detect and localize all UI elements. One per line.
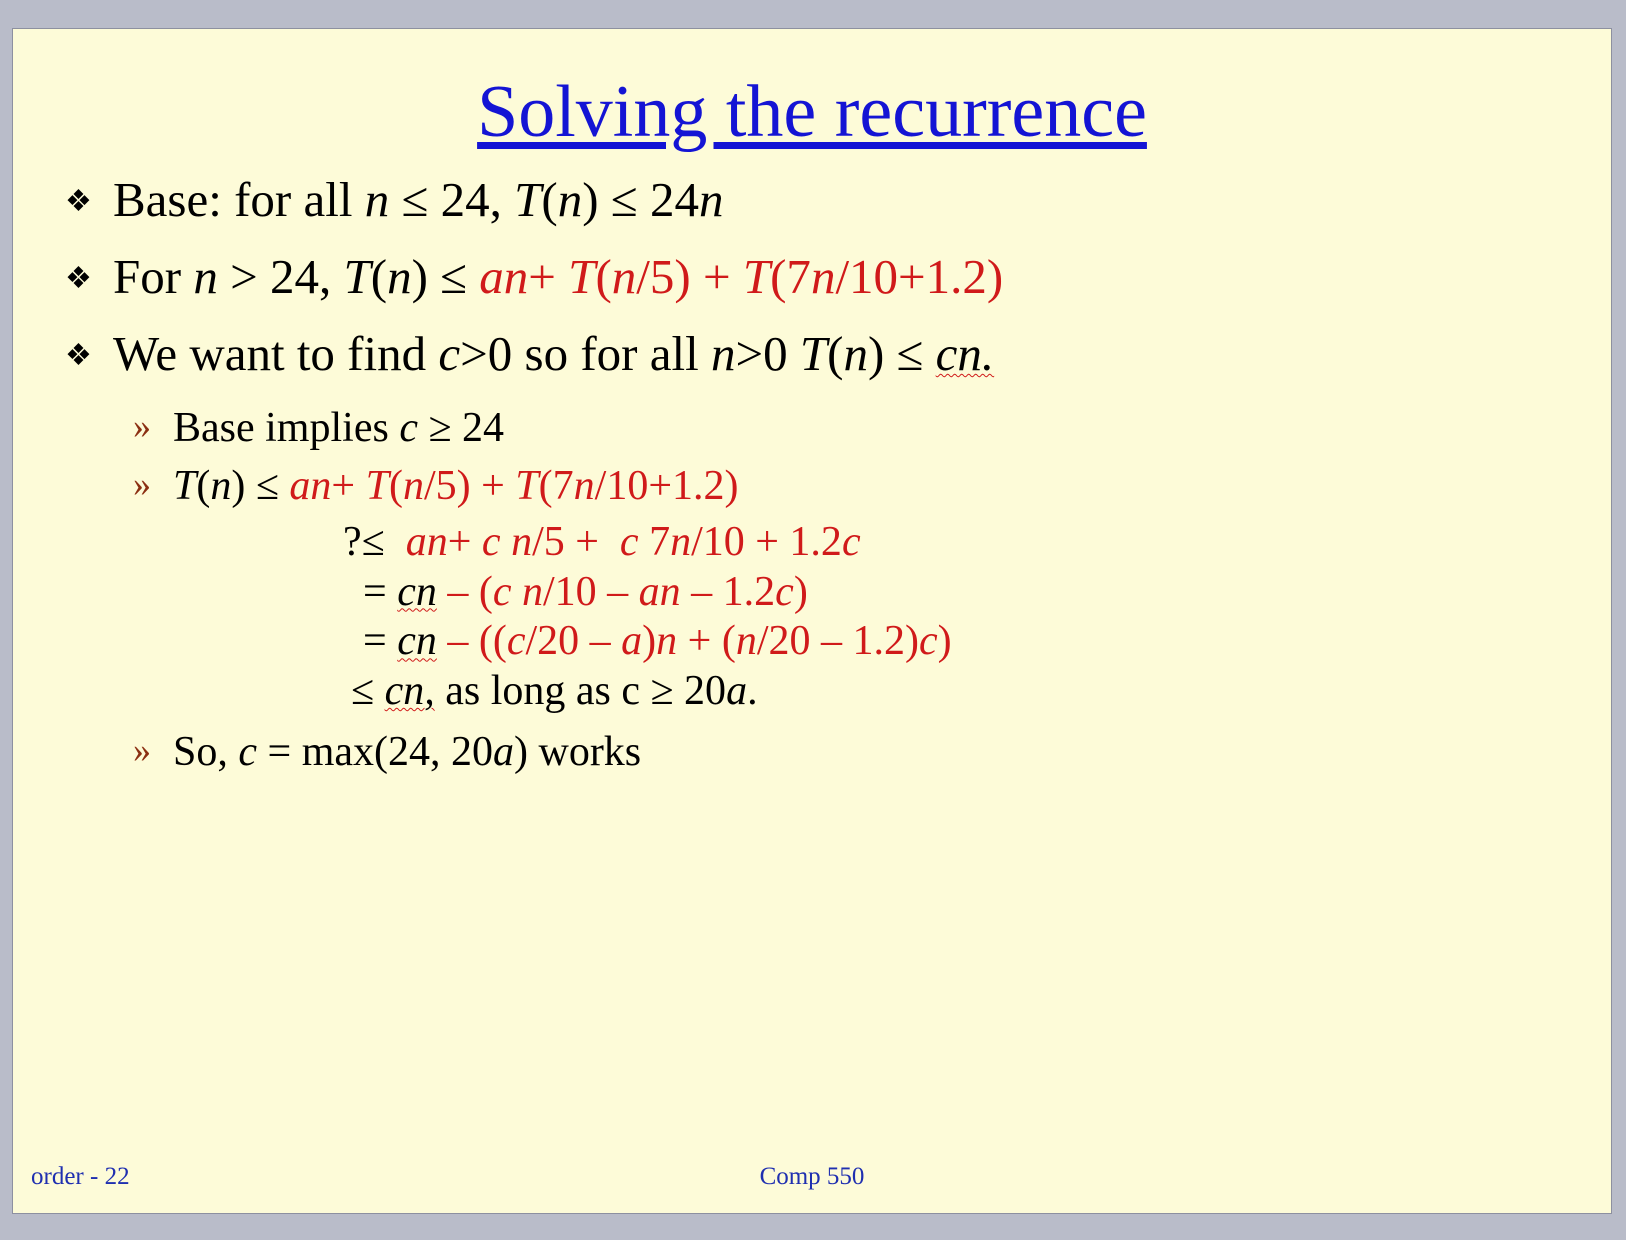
seg: a: [493, 729, 514, 776]
seg: c: [506, 618, 526, 665]
seg: >0 so for all: [460, 326, 711, 381]
seg: n: [843, 326, 868, 381]
seg: =: [363, 618, 398, 665]
seg: n: [511, 519, 533, 566]
seg-spellcheck: cn: [397, 568, 437, 615]
derivation-line-question-leq: [305, 518, 1571, 568]
seg: +: [331, 463, 366, 510]
seg: n: [573, 463, 595, 510]
seg: (7: [770, 249, 811, 304]
seg: T: [799, 326, 828, 381]
diamond-bullet-icon: ❖: [65, 185, 92, 218]
seg: T: [514, 172, 542, 227]
derivation-line-eq-2: [305, 617, 1571, 667]
seg: c: [438, 326, 461, 381]
seg: n: [557, 172, 583, 227]
seg: an: [405, 519, 448, 566]
seg: – (: [436, 568, 493, 615]
seg: an: [479, 249, 529, 304]
seg: ) works: [514, 729, 642, 776]
sub-bullet-conclusion: [65, 730, 1571, 774]
bullet-goal-text: [113, 326, 995, 381]
seg: T: [515, 463, 539, 510]
footer-course-name: Comp 550: [759, 1163, 865, 1190]
seg: /20 –: [525, 618, 622, 665]
seg: ): [793, 568, 808, 615]
seg: ): [642, 618, 657, 665]
seg: n: [193, 249, 218, 304]
seg: /10 + 1.2: [691, 519, 842, 566]
seg: T: [343, 249, 371, 304]
seg: n: [522, 568, 543, 615]
seg: n: [210, 463, 232, 510]
seg: + (: [677, 618, 736, 665]
seg: ≥ 24: [417, 405, 505, 451]
slide-canvas: [12, 28, 1612, 1214]
seg: ): [937, 618, 952, 665]
seg: n: [670, 519, 692, 566]
seg: c: [619, 519, 639, 566]
seg: c: [399, 405, 418, 451]
derivation-line-leq-final: [305, 667, 1571, 717]
seg: /5) +: [636, 249, 743, 304]
seg: n: [402, 463, 424, 510]
seg: (7: [538, 463, 574, 510]
bullet-recurrence-text: [113, 249, 1004, 304]
seg: ) ≤: [867, 326, 936, 381]
seg: n: [611, 249, 637, 304]
seg: 7: [638, 519, 671, 566]
seg: We want to find: [113, 326, 439, 381]
seg: So,: [173, 729, 239, 776]
seg: ?: [343, 519, 362, 566]
diamond-bullet-icon: ❖: [65, 262, 92, 295]
seg: (: [595, 249, 612, 304]
seg-spellcheck: cn.: [935, 326, 995, 381]
seg: = max(24, 20: [257, 729, 493, 776]
derivation-block: [65, 518, 1571, 716]
seg: a: [726, 667, 748, 714]
seg: n: [364, 172, 390, 227]
seg: – 1.2: [680, 568, 776, 615]
seg: c: [919, 618, 938, 665]
sub-bullet-recurrence-text: [173, 464, 739, 508]
seg: +: [447, 519, 482, 566]
seg: (: [827, 326, 844, 381]
angle-quote-bullet-icon: »: [133, 730, 151, 771]
seg: For: [113, 249, 194, 304]
seg: n: [698, 172, 724, 227]
derivation-line-eq-1: [305, 568, 1571, 618]
seg: T: [173, 463, 197, 510]
seg: an: [289, 463, 332, 510]
seg: =: [363, 568, 398, 615]
seg: ≤: [351, 667, 385, 714]
seg: – ((: [436, 618, 507, 665]
seg: /10 –: [543, 568, 639, 615]
bullet-base-case: [65, 172, 1571, 227]
seg: [501, 519, 512, 565]
seg: a: [621, 618, 643, 665]
seg: T: [742, 249, 771, 304]
seg: ≤ 24,: [389, 172, 515, 227]
angle-quote-bullet-icon: »: [133, 464, 151, 505]
seg: /5 +: [532, 519, 620, 566]
slide-body: [13, 149, 1611, 774]
sub-bullet-base-implies: [65, 406, 1571, 450]
seg: (: [388, 463, 403, 510]
seg: ) ≤: [231, 463, 290, 510]
bullet-base-case-text: [113, 172, 724, 227]
seg: an: [638, 568, 681, 615]
seg: >0: [735, 326, 800, 381]
seg: Base implies: [173, 405, 400, 451]
diamond-bullet-icon: ❖: [65, 339, 92, 372]
seg: c: [775, 568, 794, 615]
seg: (: [196, 463, 211, 510]
seg: .: [747, 667, 758, 714]
seg-spellcheck: cn,: [384, 667, 435, 714]
angle-quote-bullet-icon: »: [133, 406, 151, 446]
seg: c: [492, 568, 512, 615]
seg: T: [568, 249, 596, 304]
seg: > 24,: [217, 249, 344, 304]
seg: n: [735, 618, 757, 665]
seg: (: [370, 249, 388, 304]
seg: ) ≤: [411, 249, 480, 304]
seg: /10+1.2): [594, 463, 739, 510]
seg: n: [656, 618, 678, 665]
seg: ≤: [361, 519, 385, 566]
seg: /20 – 1.2): [756, 618, 919, 665]
footer-slide-number: order - 22: [31, 1163, 130, 1190]
seg: Base: for all: [113, 172, 365, 227]
seg: /5) +: [423, 463, 516, 510]
sub-bullet-base-implies-text: [173, 406, 504, 450]
seg: as long as c ≥ 20: [434, 667, 727, 714]
seg: (: [541, 172, 558, 227]
seg: /10+1.2): [835, 249, 1004, 304]
sub-bullet-conclusion-text: [173, 730, 641, 774]
seg: n: [810, 249, 836, 304]
seg: c: [841, 519, 861, 566]
seg: n: [710, 326, 736, 381]
page-title: Solving the recurrence: [477, 71, 1147, 153]
bullet-recurrence: [65, 249, 1571, 304]
sub-bullet-recurrence: [65, 464, 1571, 508]
seg: +: [528, 249, 569, 304]
seg: c: [238, 729, 258, 776]
seg: c: [481, 519, 501, 566]
seg: ) ≤ 24: [582, 172, 699, 227]
seg: n: [387, 249, 412, 304]
seg: [512, 569, 523, 615]
seg: T: [365, 463, 389, 510]
seg-spellcheck: cn: [397, 618, 437, 665]
bullet-goal: [65, 326, 1571, 381]
